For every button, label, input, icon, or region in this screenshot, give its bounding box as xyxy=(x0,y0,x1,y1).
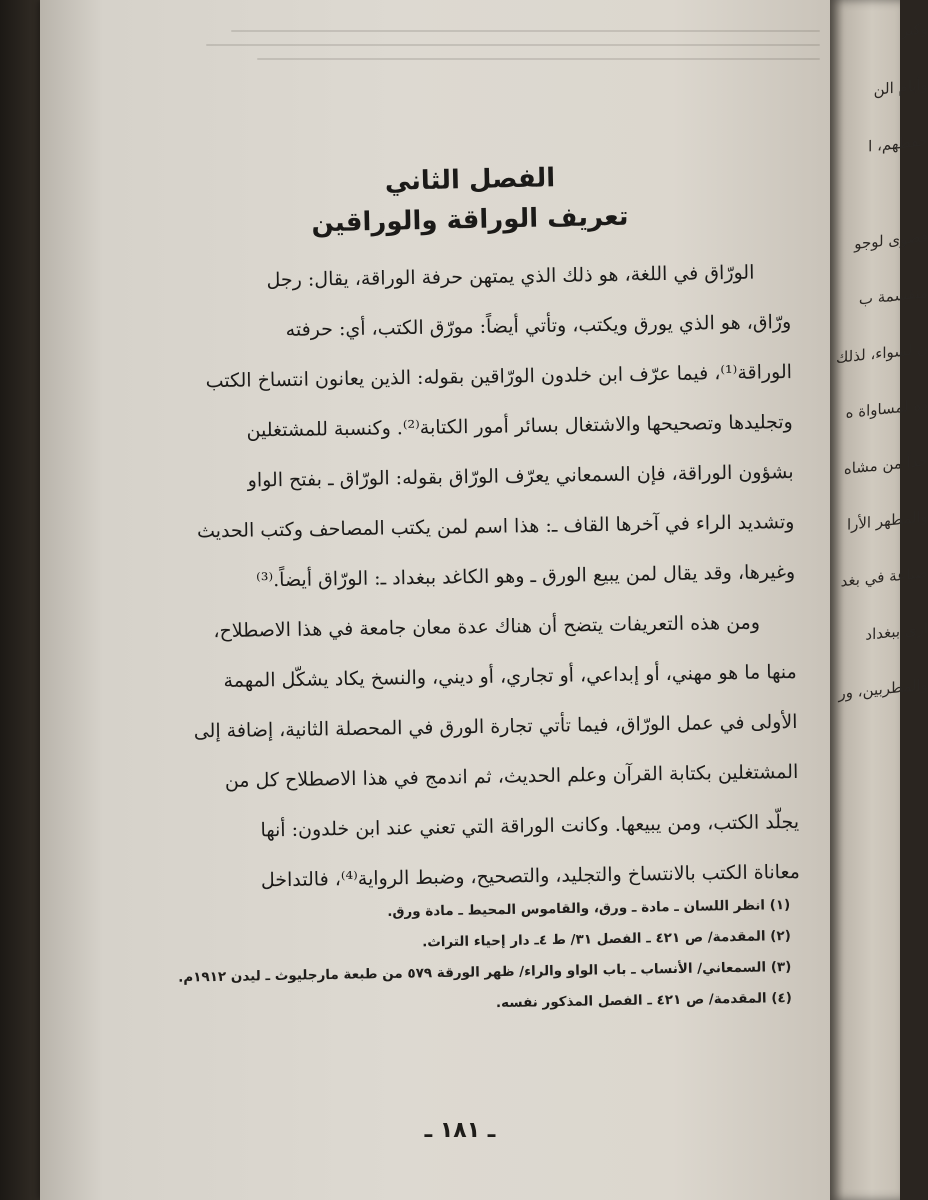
body-line: ورّاق، هو الذي يورق ويكتب، وتأتي أيضاً: مورّق الكتب، أي: حرفته xyxy=(285,310,792,341)
body-line: الورّاق في اللغة، هو ذلك الذي يمتهن حرفة الوراقة، يقال: رجل xyxy=(266,261,755,292)
facing-page-line: وأيام الن xyxy=(873,75,928,99)
page-content xyxy=(150,160,801,896)
facing-page-line: وكتر xyxy=(900,19,928,41)
facing-page-line: والمطربين، ور xyxy=(838,675,928,703)
facing-page-line: والمطهر الأرا xyxy=(846,507,928,534)
body-line: يجلّد الكتب، ومن يبيعها. وكانت الوراقة التي تعني عند ابن خلدون: أنها xyxy=(260,810,800,842)
footnote-1: (١) انظر اللسان ـ مادة ـ ورق، والقاموس المحيط ـ مادة ورق. xyxy=(387,896,791,921)
chapter-subtitle: تعريف الوراقة والوراقين xyxy=(311,201,629,239)
body-line: معاناة الكتب بالانتساخ والتجليد، والتصحيح، وضبط الرواية⁽⁴⁾، فالتداخل xyxy=(260,860,801,892)
body-line: ومن هذه التعريفات يتضح أن هناك عدة معان جامعة في هذا الاصطلاح، xyxy=(213,611,761,643)
footnote-4: (٤) المقدمة/ ص ٤٢١ ـ الفصل المذكور نفسه. xyxy=(495,989,793,1012)
facing-page-line: صناعة في بغد xyxy=(840,563,928,591)
facing-page-line: حفظهم، ا xyxy=(868,131,928,156)
facing-page-text xyxy=(838,0,928,732)
facing-page-line: منقسمة ب xyxy=(858,283,928,309)
body-line: المشتغلين بكتابة القرآن وعلم الحديث، ثم اندمج في هذا الاصطلاح كل من xyxy=(224,760,799,792)
body-line: منها ما هو مهني، أو إبداعي، أو تجاري، أو ديني، والنسخ يكاد يشكّل المهمة xyxy=(223,660,797,692)
body-line: وتشديد الراء في آخرها القاف ـ: هذا اسم لمن يكتب المصاحف وكتب الحديث xyxy=(196,510,795,543)
body-line: وتجليدها وتصحيحها والاشتغال بسائر أمور الكتابة⁽²⁾. وكنسبة للمشتغلين xyxy=(246,410,793,442)
facing-page-line: ده لمساواة ه xyxy=(845,395,928,422)
page-number: ـ ١٨١ ـ xyxy=(424,1118,496,1143)
facing-page-edge xyxy=(830,0,928,1200)
facing-page-line: حداً من مشاه xyxy=(843,451,928,479)
body-line: الأولى في عمل الورّاق، فيما تأتي تجارة الورق في المحصلة الثانية، إضافة إلى xyxy=(193,710,798,743)
facing-page-line: قصوى لوجو xyxy=(854,227,928,254)
facing-page-line: أرى ببغداد xyxy=(865,619,928,644)
bleed-through-text xyxy=(180,20,820,110)
chapter-title: الفصل الثاني xyxy=(384,163,556,197)
facing-page-line: ن لسواء، لذلك xyxy=(836,339,928,367)
footnote-2: (٢) المقدمة/ ص ٤٢١ ـ الفصل ٣١/ ط ٤ـ دار إحياء التراث. xyxy=(422,927,791,951)
footnotes xyxy=(178,890,793,1024)
footnote-3: (٣) السمعاني/ الأنساب ـ باب الواو والراء/ ظهر الورقة ٥٧٩ من طبعة مارجليوث ـ ليدن ١٩١٢م. xyxy=(178,958,792,986)
body-line: وغيرها، وقد يقال لمن يبيع الورق ـ وهو الكاغد ببغداد ـ: الورّاق أيضاً.⁽³⁾ xyxy=(256,560,796,592)
body-line: بشؤون الوراقة، فإن السمعاني يعرّف الورّاق بقوله: الورّاق ـ بفتح الواو xyxy=(247,460,794,492)
body-line: الوراقة⁽¹⁾، فيما عرّف ابن خلدون الورّاقين بقوله: الذين يعانون انتساخ الكتب xyxy=(205,360,793,393)
body-text xyxy=(150,246,800,906)
